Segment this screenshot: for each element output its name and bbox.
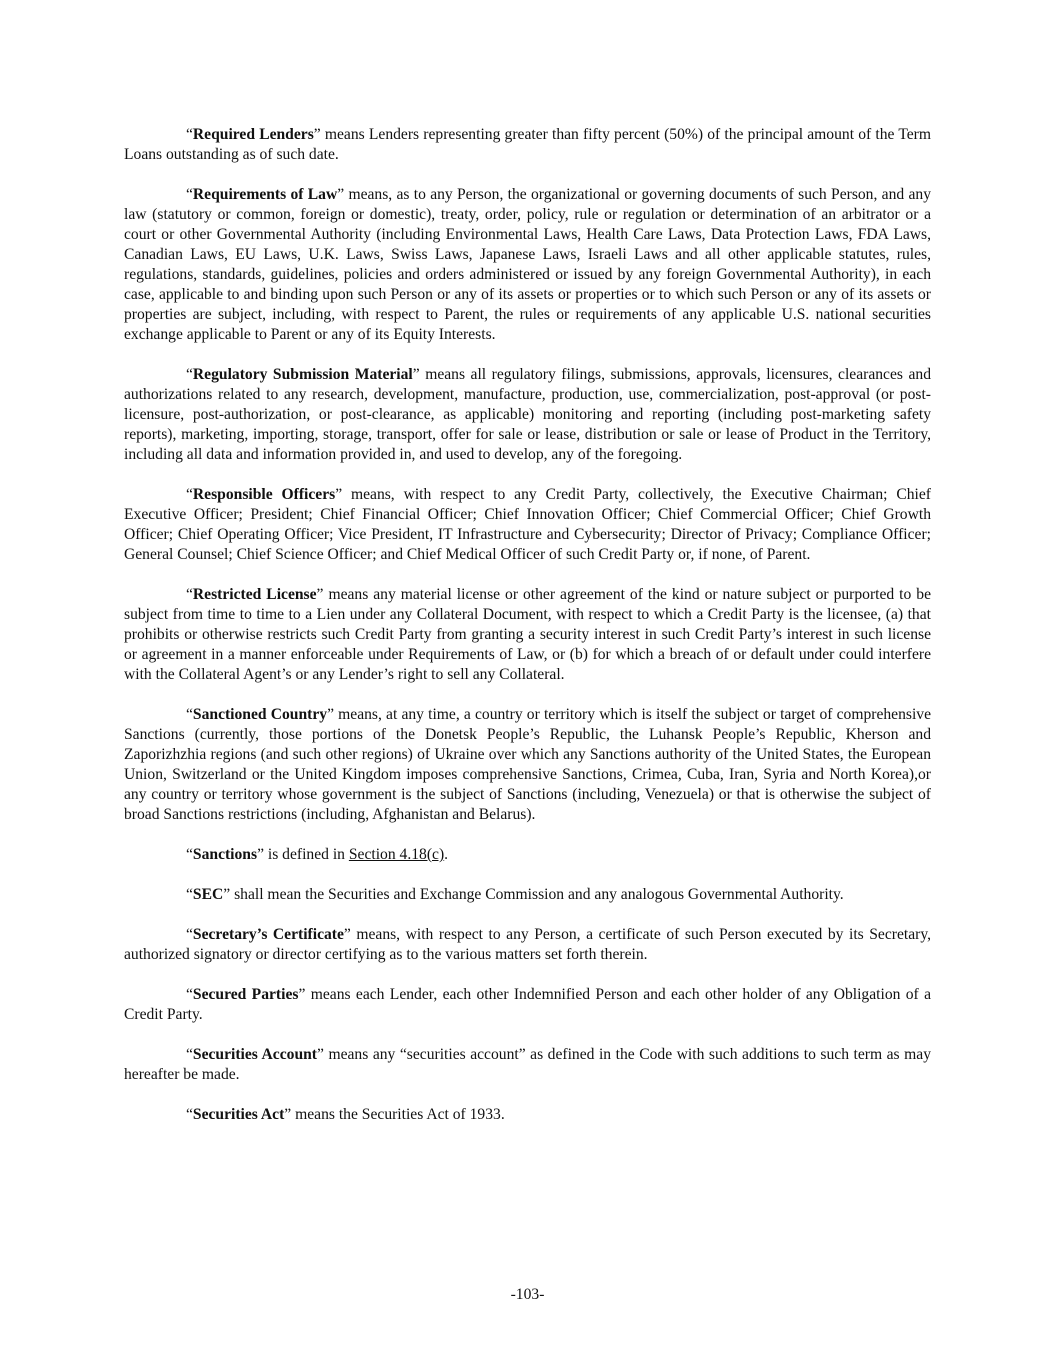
- definition-regulatory-submission-material: “Regulatory Submission Material” means all regulatory filings, submissions, approvals, licensures, clearances and authorizations related to any research, development, manufacture, production, use, commercialization, post-approval (or post-licensure, post-authorization, or post-clearance, as applicable) monitoring and reporting (including post-marketing safety reports), marketing, importing, storage, transport, offer for sale or lease, distribution or sale or lease of Product in the Territory, including all data and information provided in, and used to develop, any of the foregoing.: [124, 366, 931, 463]
- defined-term: Secretary’s Certificate: [192, 926, 344, 943]
- defined-term: Securities Act: [192, 1106, 285, 1123]
- definition-requirements-of-law: “Requirements of Law” means, as to any Person, the organizational or governing documents of such Person, and any law (statutory or common, foreign or domestic), treaty, order, policy, rule or regulation or determination of an arbitrator or a court or other Governmental Authority (including Environmental Laws, Health Care Laws, Data Protection Laws, FDA Laws, Canadian Laws, EU Laws, U.K. Laws, Swiss Laws, Japanese Laws, Israeli Laws and all other applicable statutes, rules, regulations, standards, guidelines, policies and orders administered or issued by any foreign Governmental Authority), in each case, applicable to and binding upon such Person or any of its assets or properties or to which such Person or any of its assets or properties are subject, including, with respect to Parent, the rules or requirements of any applicable U.S. national securities exchange applicable to Parent or any of its Equity Interests.: [124, 186, 931, 343]
- defined-term: Sanctioned Country: [192, 706, 328, 723]
- definition-text: means all regulatory filings, submissions, approvals, licensures, clearances and authorizations related to any research, development, manufacture, production, use, commercialization, post-approval (or post-licensure, post-authorization, or post-clearance, as applicable) monitoring and reporting (including post-marketing safety reports), marketing, importing, storage, transport, offer for sale or lease, distribution or sale or lease of Product in the Territory, including all data and information provided in, and used to develop, any of the foregoing.: [124, 366, 931, 463]
- definition-sec: “SEC” shall mean the Securities and Exchange Commission and any analogous Governmental Authority.: [186, 886, 844, 903]
- definition-sanctions: “Sanctions” is defined in Section 4.18(c).: [186, 846, 449, 863]
- document-page: [124, 125, 931, 1145]
- definition-text-end: .: [444, 846, 449, 863]
- defined-term: Requirements of Law: [192, 186, 338, 203]
- definition-securities-account: “Securities Account” means any “securities account” as defined in the Code with such additions to such term as may hereafter be made.: [124, 1046, 932, 1083]
- definition-text: is defined in: [263, 846, 349, 863]
- definition-text: means the Securities Act of 1933.: [291, 1106, 505, 1123]
- definition-responsible-officers: “Responsible Officers” means, with respect to any Credit Party, collectively, the Executive Chairman; Chief Executive Officer; President; Chief Financial Officer; Chief Innovation Officer; Chief Commercial Officer; Chief Growth Officer; Chief Operating Officer; Vice President, IT Infrastructure and Cybersecurity; Director of Privacy; Compliance Officer; General Counsel; Chief Science Officer; and Chief Medical Officer of such Credit Party or, if none, of Parent.: [124, 486, 931, 563]
- defined-term: Restricted License: [192, 586, 317, 603]
- definition-text: means Lenders representing greater than fifty percent (50%) of the principal amount of the Term Loans outstanding as of such date.: [124, 126, 932, 163]
- definition-text: means, as to any Person, the organizational or governing documents of such Person, and any law (statutory or common, foreign or domestic), treaty, order, policy, rule or regulation or determination of an arbitrator or a court or other Governmental Authority (including Environmental Laws, Health Care Laws, Data Protection Laws, FDA Laws, Canadian Laws, EU Laws, U.K. Laws, Swiss Laws, Japanese Laws, Israeli Laws and all other applicable statutes, rules, regulations, standards, guidelines, policies and orders administered or issued by any foreign Governmental Authority), in each case, applicable to and binding upon such Person or any of its assets or properties or to which such Person or any of its assets or properties are subject, including, with respect to Parent, the rules or requirements of any applicable U.S. national securities exchange applicable to Parent or any of its Equity Interests.: [124, 186, 931, 343]
- defined-term: SEC: [192, 886, 224, 903]
- definition-sanctioned-country: “Sanctioned Country” means, at any time, a country or territory which is itself the subject or target of comprehensive Sanctions (currently, those portions of the Donetsk People’s Republic, the Luhansk People’s Republic, Kherson and Zaporizhzhia regions (and such other regions) of Ukraine over which any Sanctions authority of the United States, the European Union, Switzerland or the United Kingdom imposes comprehensive Sanctions, Crimea, Cuba, Iran, Syria and North Korea),or any country or territory whose government is the subject of Sanctions (including, Venezuela) or that is otherwise the subject of broad Sanctions restrictions (including, Afghanistan and Belarus).: [124, 706, 931, 823]
- definition-text: means each Lender, each other Indemnified Person and each other holder of any Obligation of a Credit Party.: [124, 986, 932, 1023]
- definition-text: means, at any time, a country or territory which is itself the subject or target of comprehensive Sanctions (currently, those portions of the Donetsk People’s Republic, the Luhansk People’s Republic, Kherson and Zaporizhzhia regions (and such other regions) of Ukraine over which any Sanctions authority of the United States, the European Union, Switzerland or the United Kingdom imposes comprehensive Sanctions, Crimea, Cuba, Iran, Syria and North Korea),or any country or territory whose government is the subject of Sanctions (including, Venezuela) or that is otherwise the subject of broad Sanctions restrictions (including, Afghanistan and Belarus).: [124, 706, 931, 823]
- section-cross-reference: Section 4.18(c): [348, 846, 445, 863]
- definition-text: shall mean the Securities and Exchange Commission and any analogous Governmental Authority.: [230, 886, 844, 903]
- defined-term: Secured Parties: [192, 986, 299, 1003]
- definition-secretarys-certificate: “Secretary’s Certificate” means, with respect to any Person, a certificate of such Person executed by its Secretary, authorized signatory or director certifying as to the various matters set forth therein.: [124, 926, 931, 963]
- defined-term: Sanctions: [192, 846, 258, 863]
- defined-term: Responsible Officers: [192, 486, 336, 503]
- definition-securities-act: “Securities Act” means the Securities Act of 1933.: [186, 1106, 505, 1123]
- page-number: -103-: [510, 1286, 545, 1303]
- defined-term: Required Lenders: [192, 126, 314, 143]
- defined-term: Securities Account: [192, 1046, 317, 1063]
- definition-required-lenders: “Required Lenders” means Lenders representing greater than fifty percent (50%) of the principal amount of the Term Loans outstanding as of such date.: [124, 126, 932, 163]
- definition-text: means, with respect to any Person, a certificate of such Person executed by its Secretary, authorized signatory or director certifying as to the various matters set forth therein.: [124, 926, 931, 963]
- definition-restricted-license: “Restricted License” means any material license or other agreement of the kind or nature subject or purported to be subject from time to time to a Lien under any Collateral Document, with respect to which a Credit Party is the licensee, (a) that prohibits or otherwise restricts such Credit Party from granting a security interest in such Credit Party’s interest in such license or agreement in a manner enforceable under Requirements of Law, or (b) for which a breach of or default under could interfere with the Collateral Agent’s or any Lender’s right to sell any Collateral.: [124, 586, 932, 683]
- defined-term: Regulatory Submission Material: [192, 366, 413, 383]
- definition-secured-parties: “Secured Parties” means each Lender, each other Indemnified Person and each other holder of any Obligation of a Credit Party.: [124, 986, 932, 1023]
- definition-text: means any material license or other agreement of the kind or nature subject or purported to be subject from time to time to a Lien under any Collateral Document, with respect to which a Credit Party is the licensee, (a) that prohibits or otherwise restricts such Credit Party from granting a security interest in such Credit Party’s interest in such license or agreement in a manner enforceable under Requirements of Law, or (b) for which a breach of or default under could interfere with the Collateral Agent’s or any Lender’s right to sell any Collateral.: [124, 586, 932, 683]
- definition-text: means, with respect to any Credit Party, collectively, the Executive Chairman; Chief Executive Officer; President; Chief Financial Officer; Chief Innovation Officer; Chief Commercial Officer; Chief Growth Officer; Chief Operating Officer; Vice President, IT Infrastructure and Cybersecurity; Director of Privacy; Compliance Officer; General Counsel; Chief Science Officer; and Chief Medical Officer of such Credit Party or, if none, of Parent.: [124, 486, 931, 563]
- definition-text: means any “securities account” as defined in the Code with such additions to such term as may hereafter be made.: [124, 1046, 932, 1083]
